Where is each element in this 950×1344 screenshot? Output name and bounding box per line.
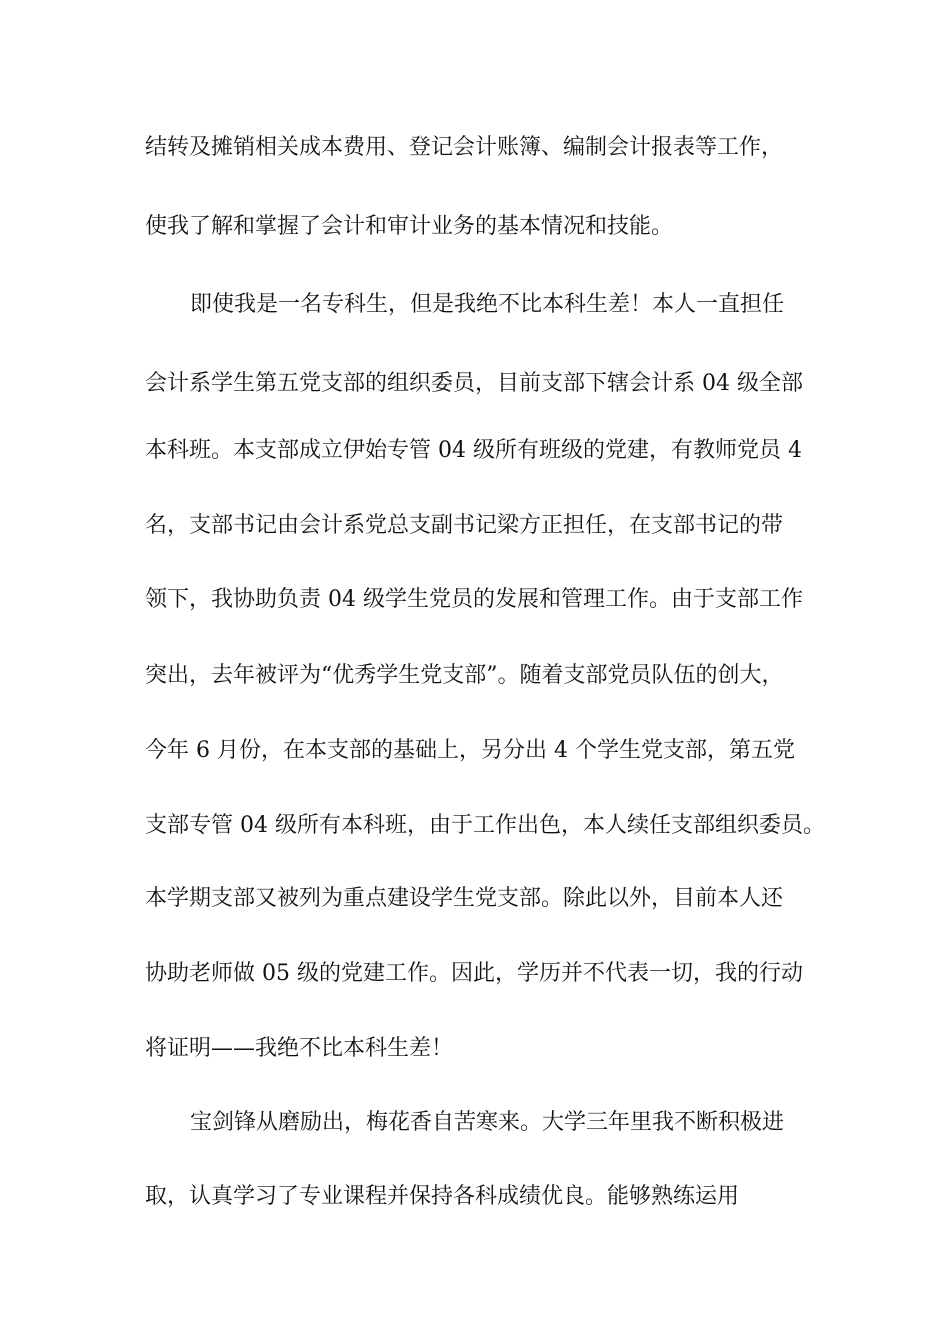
text-line: 今年 6 月份，在本支部的基础上，另分出 4 个学生党支部，第五党	[145, 738, 795, 763]
text-line: 协助老师做 05 级的党建工作。因此，学历并不代表一切，我的行动	[145, 961, 803, 986]
text-line: 本学期支部又被列为重点建设学生党支部。除此以外，目前本人还	[145, 886, 784, 911]
text-line: 结转及摊销相关成本费用、登记会计账簿、编制会计报表等工作，	[145, 135, 784, 160]
text-line: 支部专管 04 级所有本科班，由于工作出色，本人续任支部组织委员。	[145, 813, 825, 838]
text-line: 突出，去年被评为“优秀学生党支部”。随着支部党员队伍的创大，	[145, 663, 784, 688]
paragraph-start: 即使我是一名专科生，但是我绝不比本科生差！本人一直担任	[190, 292, 785, 317]
text-line: 取，认真学习了专业课程并保持各科成绩优良。能够熟练运用	[145, 1184, 740, 1209]
text-line: 将证明——我绝不比本科生差！	[145, 1036, 454, 1061]
text-line: 使我了解和掌握了会计和审计业务的基本情况和技能。	[145, 214, 674, 239]
text-line: 会计系学生第五党支部的组织委员，目前支部下辖会计系 04 级全部	[145, 371, 803, 396]
text-line: 本科班。本支部成立伊始专管 04 级所有班级的党建，有教师党员 4	[145, 438, 802, 463]
text-line: 领下，我协助负责 04 级学生党员的发展和管理工作。由于支部工作	[145, 587, 803, 612]
text-line: 名，支部书记由会计系党总支副书记梁方正担任，在支部书记的带	[145, 513, 784, 538]
paragraph-start: 宝剑锋从磨励出，梅花香自苦寒来。大学三年里我不断积极进	[190, 1110, 785, 1135]
